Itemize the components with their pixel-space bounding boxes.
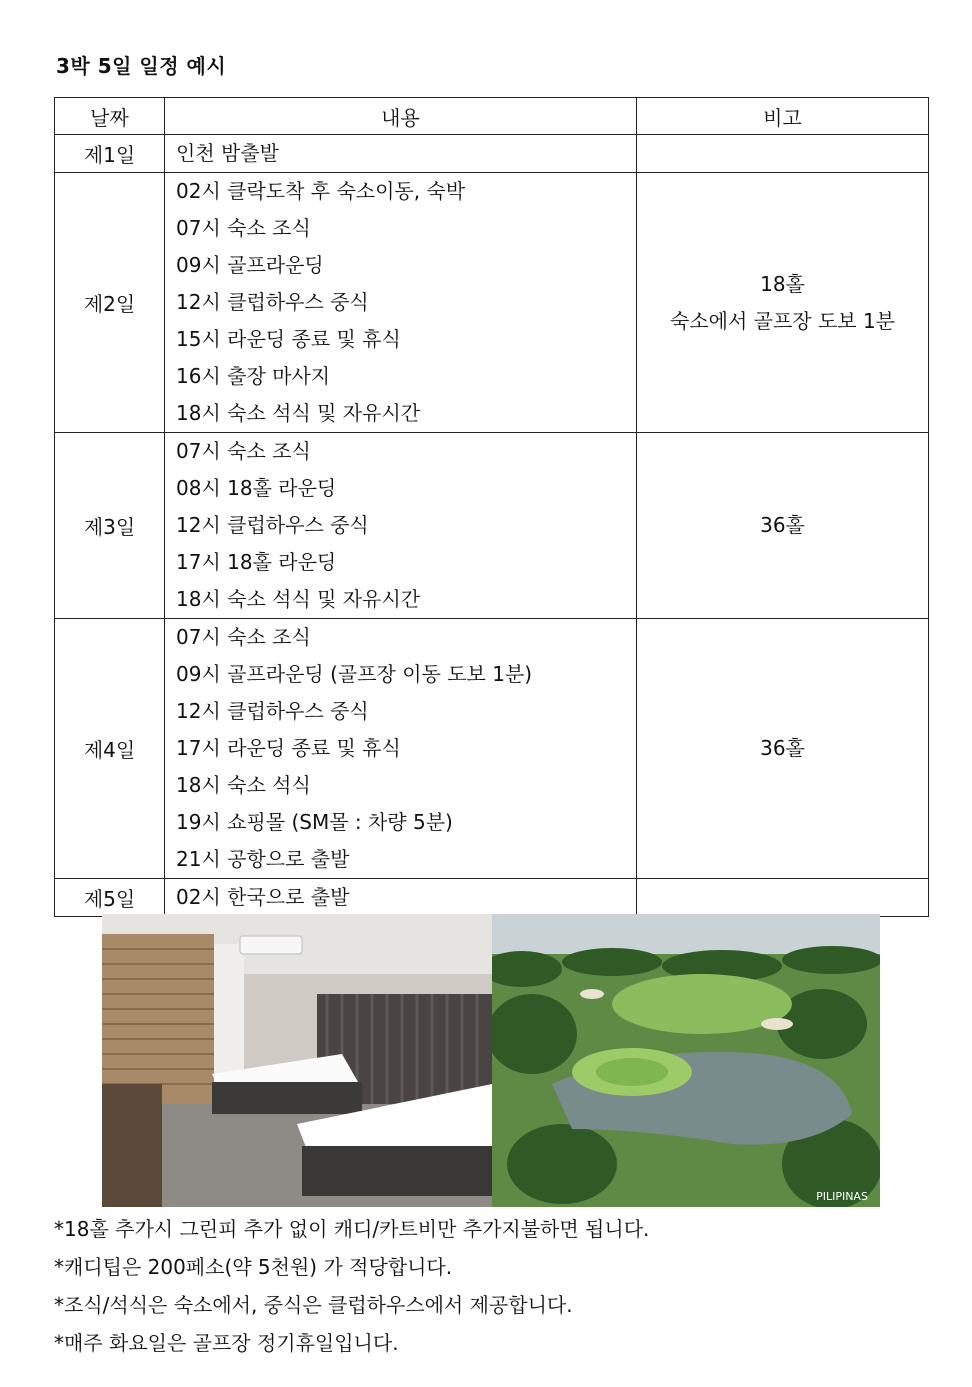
schedule-item: 07시 숙소 조식 (176, 625, 311, 649)
schedule-item: 09시 골프라운딩 (176, 253, 324, 277)
note-cell (637, 433, 929, 619)
golf-course-photo (492, 914, 880, 1207)
schedule-item: 17시 라운딩 종료 및 휴식 (176, 736, 401, 760)
table-row (55, 135, 929, 173)
content-cell (165, 135, 637, 173)
day-cell: 제3일 (55, 433, 165, 619)
footnote: *매주 화요일은 골프장 정기휴일입니다. (54, 1331, 399, 1355)
header-content: 내용 (165, 98, 637, 135)
content-cell (165, 619, 637, 879)
note-line: 36홀 (760, 513, 805, 537)
footnote: *18홀 추가시 그린피 추가 없이 캐디/카트비만 추가지불하면 됩니다. (54, 1217, 650, 1241)
hotel-room-photo (102, 914, 492, 1207)
page-title: 3박 5일 일정 예시 (56, 54, 227, 78)
schedule-item: 02시 한국으로 출발 (176, 885, 350, 909)
table-header-row (55, 98, 929, 135)
schedule-item: 18시 숙소 석식 (176, 773, 311, 797)
content-cell (165, 433, 637, 619)
schedule-item: 09시 골프라운딩 (골프장 이동 도보 1분) (176, 662, 533, 686)
photo-watermark: PILIPINAS (816, 1190, 868, 1203)
note-cell (637, 135, 929, 173)
table-row (55, 619, 929, 879)
note-cell (637, 879, 929, 917)
schedule-item: 16시 출장 마사지 (176, 364, 331, 388)
schedule-item: 18시 숙소 석식 및 자유시간 (176, 401, 421, 425)
schedule-item: 21시 공항으로 출발 (176, 847, 350, 871)
content-cell (165, 173, 637, 433)
footnotes (54, 1210, 649, 1362)
day-cell: 제4일 (55, 619, 165, 879)
schedule-item: 인천 밤출발 (176, 141, 279, 165)
schedule-item: 07시 숙소 조식 (176, 216, 311, 240)
schedule-item: 12시 클럽하우스 중식 (176, 290, 369, 314)
day-cell: 제5일 (55, 879, 165, 917)
footnote: *캐디팁은 200페소(약 5천원) 가 적당합니다. (54, 1255, 453, 1279)
schedule-item: 12시 클럽하우스 중식 (176, 699, 369, 723)
schedule-item: 02시 클락도착 후 숙소이동, 숙박 (176, 179, 466, 203)
schedule-item: 15시 라운딩 종료 및 휴식 (176, 327, 401, 351)
photo-strip (102, 914, 880, 1207)
header-note: 비고 (637, 98, 929, 135)
table-row (55, 173, 929, 433)
table-row (55, 879, 929, 917)
note-line: 18홀 (760, 271, 805, 296)
note-cell (637, 619, 929, 879)
header-date: 날짜 (55, 98, 165, 135)
note-line: 36홀 (760, 736, 805, 760)
schedule-item: 08시 18홀 라운딩 (176, 476, 337, 500)
note-line: 숙소에서 골프장 도보 1분 (670, 308, 895, 333)
day-cell: 제2일 (55, 173, 165, 433)
table-row (55, 433, 929, 619)
footnote: *조식/석식은 숙소에서, 중식은 클럽하우스에서 제공합니다. (54, 1293, 573, 1317)
schedule-item: 19시 쇼핑몰 (SM몰 : 차량 5분) (176, 810, 453, 834)
schedule-item: 07시 숙소 조식 (176, 439, 311, 463)
day-cell: 제1일 (55, 135, 165, 173)
content-cell (165, 879, 637, 917)
schedule-item: 12시 클럽하우스 중식 (176, 513, 369, 537)
schedule-item: 18시 숙소 석식 및 자유시간 (176, 587, 421, 611)
schedule-item: 17시 18홀 라운딩 (176, 550, 337, 574)
schedule-table (54, 97, 929, 917)
note-cell (637, 173, 929, 433)
